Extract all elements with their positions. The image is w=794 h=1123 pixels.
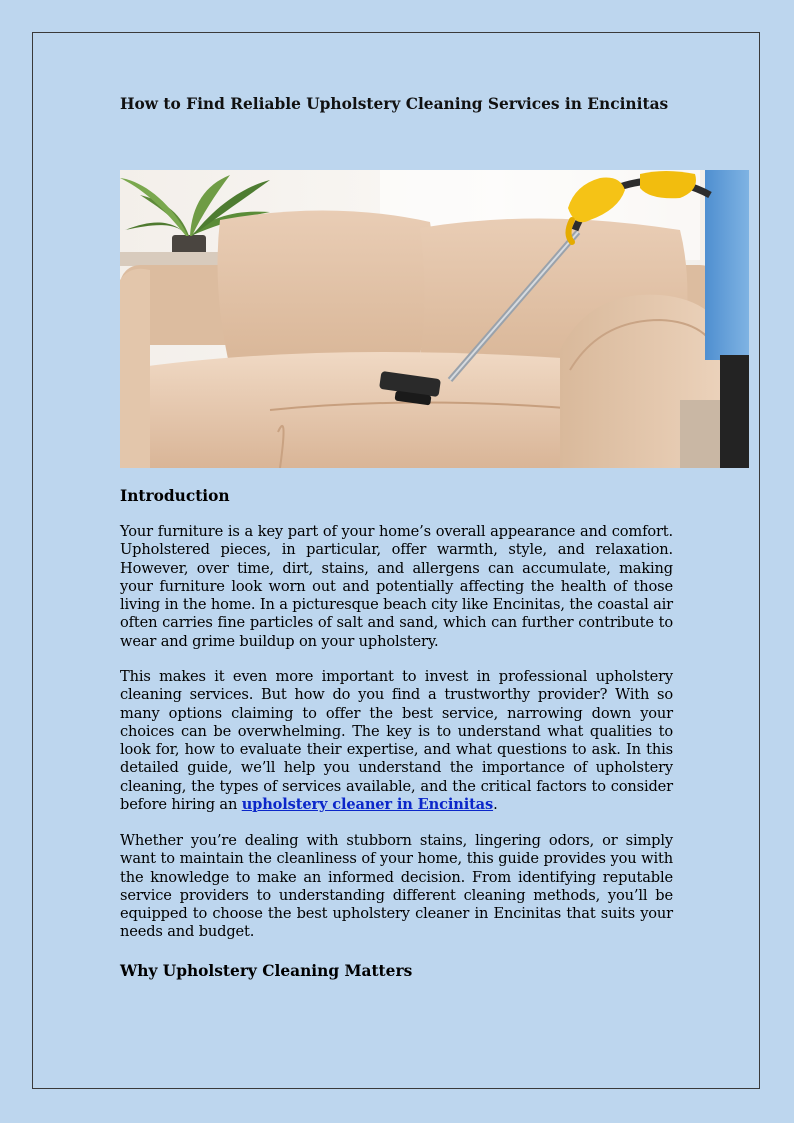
- intro-paragraph-3: Whether you’re dealing with stubborn stains, lingering odors, or simply want to maintain the cleanliness of your home, this guide provides you with the knowledge to make an informed decision. From identifying reputable service providers to understanding different cleaning methods, you’ll be equipped to choose the best upholstery cleaner in Encinitas that suits your needs and budget.: [120, 832, 673, 941]
- document-title: How to Find Reliable Upholstery Cleaning Services in Encinitas: [120, 95, 669, 113]
- intro-paragraph-1: Your furniture is a key part of your home’s overall appearance and comfort. Upholstered pieces, in particular, offer warmth, style, and relaxation. However, over time, dirt, stains, and allergens can accumulate, making your furniture look worn out and potentially affecting the health of those living in the home. In a picturesque beach city like Encinitas, the coastal air often carries fine particles of salt and sand, which can further contribute to wear and grime buildup on your upholstery.: [120, 523, 673, 650]
- intro-paragraph-2: [120, 668, 673, 814]
- hero-image: [120, 170, 749, 468]
- paragraph-2-end: .: [493, 796, 498, 814]
- person-shirt: [705, 170, 749, 360]
- why-heading: Why Upholstery Cleaning Matters: [120, 962, 413, 980]
- paragraph-2-text: This makes it even more important to invest in professional upholstery cleaning services. But how do you find a trustworthy provider? With so many options claiming to offer the best service, narrowing down your choices can be overwhelming. The key is to understand what qualities to look for, how to evaluate their expertise, and what questions to ask. In this detailed guide, we’ll help you understand the importance of upholstery cleaning, the types of services available, and the critical factors to consider before hiring an: [120, 668, 673, 814]
- intro-heading: Introduction: [120, 487, 230, 505]
- title-block: [120, 93, 673, 115]
- upholstery-cleaner-link[interactable]: upholstery cleaner in Encinitas: [241, 796, 494, 814]
